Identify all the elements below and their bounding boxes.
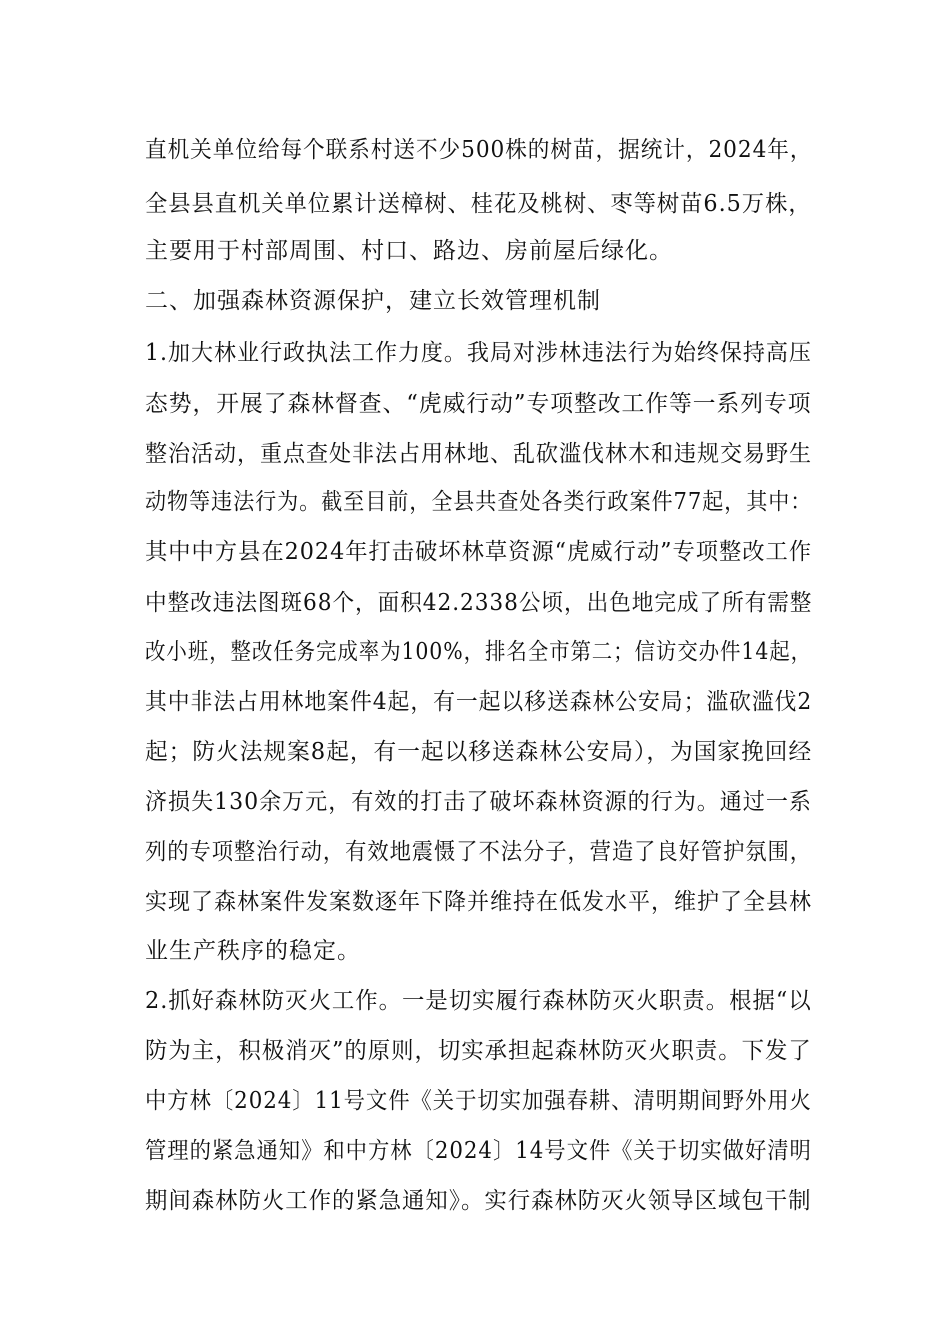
- text-line: 中整改违法图斑68个，面积42.2338公顷，出色地完成了所有需整: [145, 590, 813, 616]
- text-line: 中方林〔2024〕11号文件《关于切实加强春耕、清明期间野外用火: [145, 1088, 812, 1114]
- section-heading: 二、加强森林资源保护，建立长效管理机制: [145, 288, 601, 314]
- text-line: 改小班，整改任务完成率为100%，排名全市第二；信访交办件14起，: [145, 639, 813, 665]
- text-line: 全县县直机关单位累计送樟树、桂花及桃树、枣等树苗6.5万株，: [145, 191, 812, 217]
- text-line: 整治活动，重点查处非法占用林地、乱砍滥伐林木和违规交易野生: [145, 441, 812, 467]
- text-line: 期间森林防火工作的紧急通知》。实行森林防灭火领导区域包干制: [145, 1188, 812, 1214]
- text-line: 2.抓好森林防灭火工作。一是切实履行森林防灭火职责。根据“以: [145, 988, 812, 1014]
- text-line: 列的专项整治行动，有效地震慑了不法分子，营造了良好管护氛围，: [145, 839, 813, 865]
- text-line: 直机关单位给每个联系村送不少500株的树苗，据统计，2024年，: [145, 137, 813, 163]
- text-line: 管理的紧急通知》和中方林〔2024〕14号文件《关于切实做好清明: [145, 1138, 812, 1164]
- text-line: 实现了森林案件发案数逐年下降并维持在低发水平，维护了全县林: [145, 889, 812, 915]
- text-line: 防为主，积极消灭”的原则，切实承担起森林防灭火职责。下发了: [145, 1038, 812, 1064]
- text-line: 其中中方县在2024年打击破坏林草资源“虎威行动”专项整改工作: [145, 539, 813, 565]
- text-line: 态势，开展了森林督查、“虎威行动”专项整改工作等一系列专项: [145, 391, 812, 417]
- text-line: 济损失130余万元，有效的打击了破坏森林资源的行为。通过一系: [145, 789, 812, 815]
- text-line: 其中非法占用林地案件4起，有一起以移送森林公安局；滥砍滥伐2: [145, 689, 813, 715]
- text-line: 业生产秩序的稳定。: [145, 938, 361, 964]
- text-line: 动物等违法行为。截至目前，全县共查处各类行政案件77起，其中：: [145, 489, 813, 515]
- text-line: 起；防火法规案8起，有一起以移送森林公安局），为国家挽回经: [145, 739, 813, 765]
- text-line: 主要用于村部周围、村口、路边、房前屋后绿化。: [145, 238, 673, 264]
- text-line: 1.加大林业行政执法工作力度。我局对涉林违法行为始终保持高压: [145, 340, 812, 366]
